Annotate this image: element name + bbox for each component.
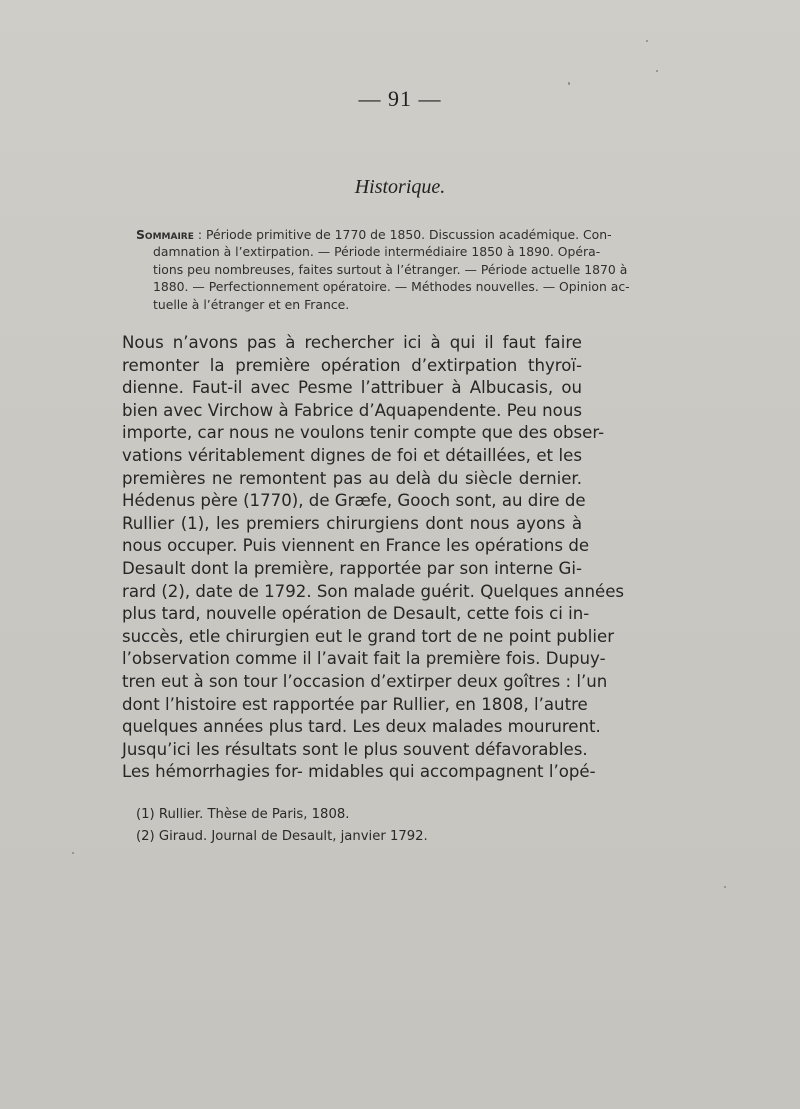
body-line: importe, car nous ne voulons tenir compte que des obser- (122, 423, 605, 443)
body-line: Desault dont la première, rapportée par son interne Gi- (122, 558, 582, 578)
body-line: dienne. Faut-il avec Pesme l’attribuer à Albucasis, ou (122, 378, 582, 398)
summary-block (136, 226, 630, 313)
body-line: plus tard, nouvelle opération de Desault, cette fois ci in- (122, 604, 590, 624)
body-line: Nous n’avons pas à rechercher ici à qui il faut faire (122, 333, 582, 352)
body-line: tren eut à son tour l’occasion d’extirper deux goîtres : l’un (122, 671, 608, 691)
summary-line: 1880. — Perfectionnement opératoire. — Méthodes nouvelles. — Opinion ac- (153, 279, 630, 295)
body-line: l’observation comme il l’avait fait la première fois. Dupuy- (122, 649, 606, 669)
body-line: remonter la première opération d’extirpation thyroï- (122, 355, 582, 375)
paper-speck (646, 40, 648, 42)
body-line: Hédenus père (1770), de Græfe, Gooch sont, au dire de (122, 491, 586, 511)
body-line: succès, etle chirurgien eut le grand tort de ne point publier (122, 626, 615, 646)
summary-line: tions peu nombreuses, faites surtout à l’étranger. — Période actuelle 1870 à (153, 261, 628, 277)
body-line: Jusqu’ici les résultats sont le plus souvent défavorables. (122, 739, 588, 759)
summary-line: Sommaire : Période primitive de 1770 de 1850. Discussion académique. Con- (136, 227, 612, 242)
body-line: vations véritablement dignes de foi et détaillées, et les (122, 445, 582, 465)
body-line: quelques années plus tard. Les deux malades moururent. (122, 717, 601, 737)
page-number: — 91 — (358, 86, 442, 111)
paper-speck (568, 82, 570, 85)
body-line: Rullier (1), les premiers chirurgiens dont nous ayons à (122, 513, 582, 533)
summary-label: Sommaire (136, 227, 194, 242)
section-title: Historique. (354, 176, 446, 198)
body-line: rard (2), date de 1792. Son malade guérit. Quelques années (122, 581, 625, 601)
body-line: dont l’histoire est rapportée par Rullier, en 1808, l’autre (122, 694, 588, 714)
footnotes (136, 804, 576, 848)
paper-speck (72, 852, 74, 854)
paper-speck (656, 70, 658, 72)
body-line: Les hémorrhagies for- midables qui accompagnent l’opé- (122, 762, 596, 782)
summary-line: damnation à l’extirpation. — Période intermédiaire 1850 à 1890. Opéra- (153, 244, 601, 260)
summary-line: tuelle à l’étranger et en France. (153, 296, 350, 312)
body-line: bien avec Virchow à Fabrice d’Aquapendente. Peu nous (122, 400, 582, 420)
footnote-2: (2) Giraud. Journal de Desault, janvier 1792. (136, 829, 428, 844)
body-line: nous occuper. Puis viennent en France les opérations de (122, 536, 590, 556)
paper-speck (724, 886, 726, 888)
body-paragraph (122, 332, 625, 784)
body-line: premières ne remontent pas au delà du siècle dernier. (122, 468, 582, 488)
footnote-1: (1) Rullier. Thèse de Paris, 1808. (136, 807, 350, 822)
